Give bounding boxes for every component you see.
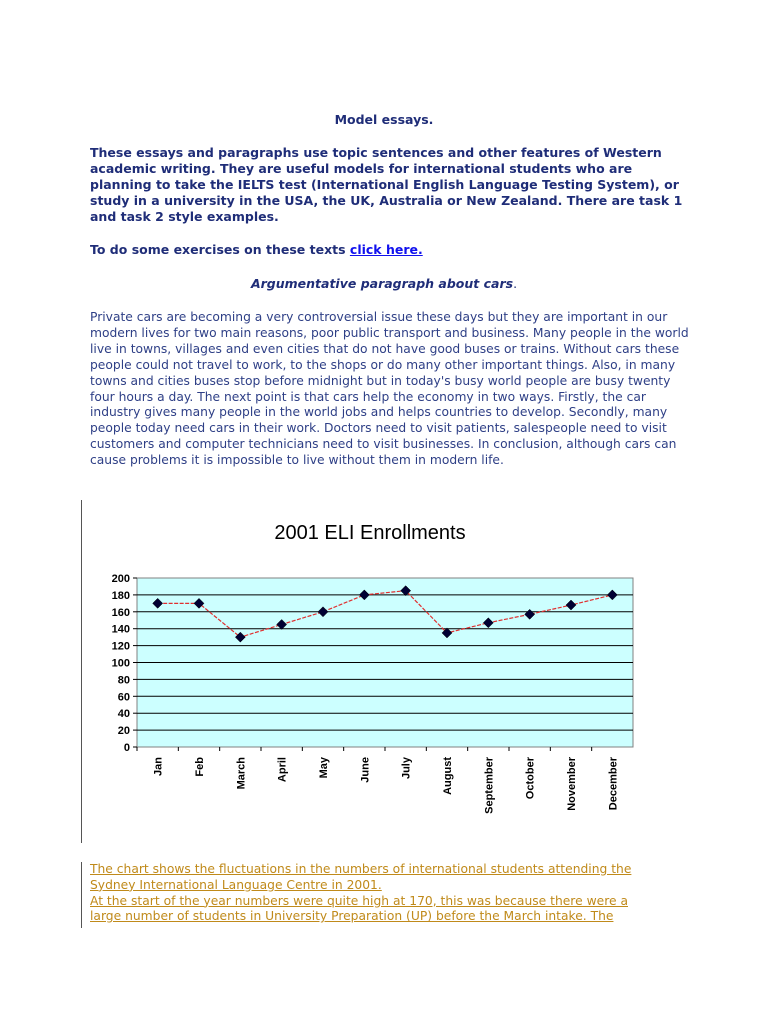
caption-line: large number of students in University Preparation (UP) before the March intake. The — [90, 909, 614, 924]
y-tick-label: 120 — [111, 640, 130, 653]
x-tick-label: May — [318, 757, 330, 779]
x-tick-label: June — [359, 757, 372, 783]
y-tick-label: 60 — [117, 691, 130, 704]
x-tick-label: July — [400, 757, 413, 780]
y-tick-label: 0 — [123, 742, 130, 754]
x-tick-label: Jan — [152, 757, 165, 776]
y-tick-label: 140 — [111, 623, 130, 636]
y-tick-label: 100 — [111, 657, 130, 670]
x-tick-label: March — [235, 757, 248, 790]
page-title: Model essays. — [334, 112, 434, 127]
exercises-text: To do some exercises on these texts — [90, 242, 350, 257]
click-here-link[interactable]: click here. — [349, 242, 423, 257]
chart-title: 2001 ELI Enrollments — [274, 522, 466, 544]
paragraph-heading-tail: . — [513, 276, 518, 291]
y-tick-label: 20 — [117, 725, 130, 738]
x-tick-label: September — [483, 757, 496, 814]
caption-line: The chart shows the fluctuations in the numbers of international students attending the — [90, 862, 632, 876]
paragraph-heading-text: Argumentative paragraph about cars — [250, 276, 514, 291]
y-tick-label: 180 — [111, 589, 130, 602]
x-tick-label: October — [524, 757, 537, 800]
caption-line: Sydney International Language Centre in 2001. — [90, 877, 382, 892]
x-tick-label: April — [276, 757, 289, 783]
y-tick-label: 200 — [111, 573, 130, 585]
y-tick-label: 40 — [117, 708, 130, 721]
chart-caption — [90, 862, 690, 925]
intro-paragraph: These essays and paragraphs use topic sentences and other features of Western academic writing. They are useful models for international students who are planning to take the IELTS test (International English Language Testing System), or study in a university in the USA, the UK, Australia or New Zealand. There are task 1 and task 2 style examples. — [90, 145, 683, 224]
x-tick-label: November — [566, 757, 578, 811]
x-tick-label: Feb — [194, 757, 206, 777]
cars-paragraph: Private cars are becoming a very controversial issue these days but they are important in our modern lives for two main reasons, poor public transport and business. Many people in the world live in towns, villages and even cities that do not have good buses or trains. Without cars these people could not travel to work, to the shops or do many other important things. Also, in many towns and cities buses stop before midnight but in today's busy world people are busy twenty four hours a day. The next point is that cars help the economy in two ways. Firstly, the car industry gives many people in the world jobs and helps countries to develop. Secondly, many people today need cars in their work. Doctors need to visit patients, salespeople need to visit customers and computer technicians need to visit businesses. In conclusion, although cars can cause problems it is impossible to live without them in modern life. — [90, 310, 689, 468]
caption-line: At the start of the year numbers were quite high at 170, this was because there were a — [90, 893, 628, 908]
y-tick-label: 160 — [111, 606, 130, 619]
caption-left-border — [81, 862, 82, 928]
x-tick-label: December — [607, 757, 620, 811]
y-tick-label: 80 — [117, 674, 130, 687]
x-tick-label: August — [442, 757, 454, 795]
